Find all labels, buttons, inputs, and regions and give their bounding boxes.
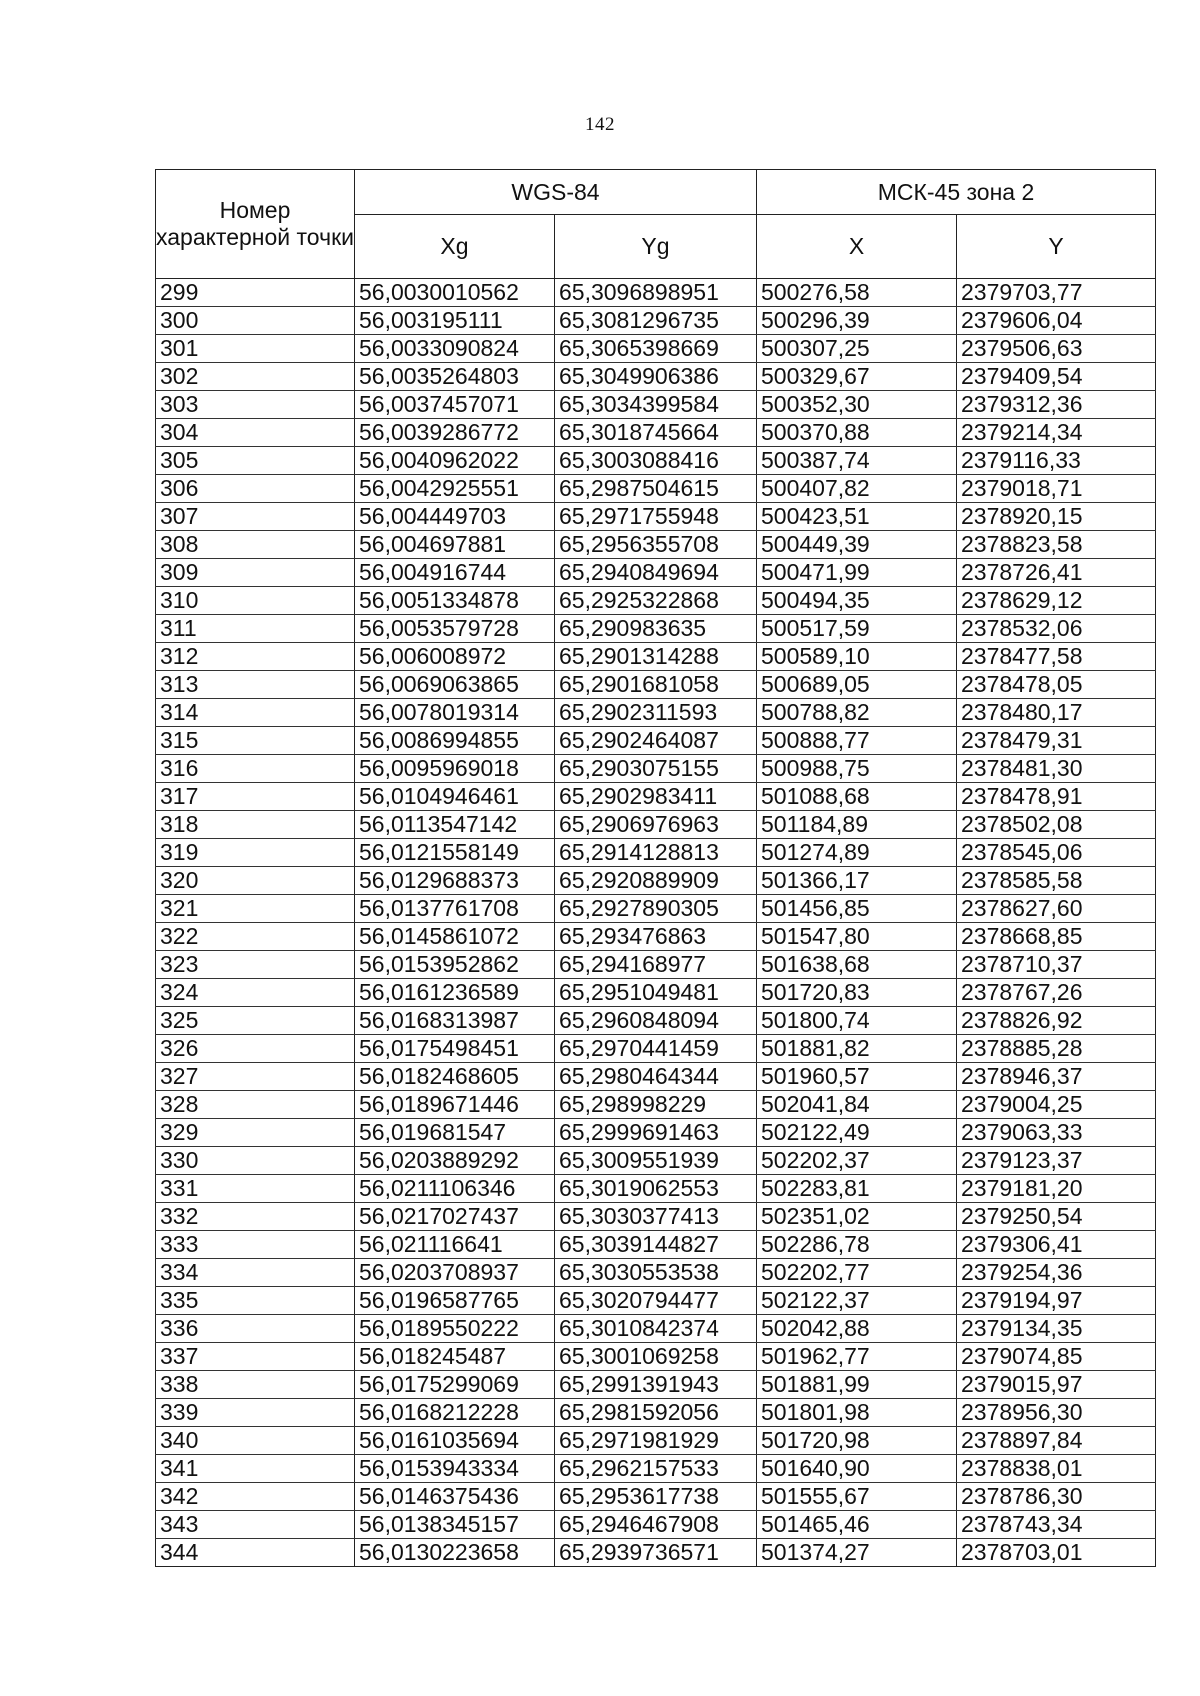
table-row bbox=[156, 671, 1156, 699]
table-row bbox=[156, 1287, 1156, 1315]
x-cell: 501962,77 bbox=[757, 1343, 957, 1371]
point-number-cell: 308 bbox=[156, 531, 355, 559]
point-number-cell: 315 bbox=[156, 727, 355, 755]
table-row bbox=[156, 951, 1156, 979]
y-cell: 2379306,41 bbox=[957, 1231, 1156, 1259]
table-row bbox=[156, 1427, 1156, 1455]
y-cell: 2378703,01 bbox=[957, 1539, 1156, 1567]
yg-cell: 65,2956355708 bbox=[555, 531, 757, 559]
xg-cell: 56,0137761708 bbox=[355, 895, 555, 923]
table-row bbox=[156, 307, 1156, 335]
yg-cell: 65,2951049481 bbox=[555, 979, 757, 1007]
point-number-cell: 305 bbox=[156, 447, 355, 475]
point-number-cell: 312 bbox=[156, 643, 355, 671]
y-column-header: Y bbox=[957, 215, 1156, 279]
y-cell: 2379506,63 bbox=[957, 335, 1156, 363]
table-row bbox=[156, 587, 1156, 615]
yg-cell: 65,3049906386 bbox=[555, 363, 757, 391]
table-row bbox=[156, 363, 1156, 391]
xg-cell: 56,018245487 bbox=[355, 1343, 555, 1371]
xg-cell: 56,0129688373 bbox=[355, 867, 555, 895]
table-row bbox=[156, 1091, 1156, 1119]
xg-cell: 56,0153952862 bbox=[355, 951, 555, 979]
x-cell: 502286,78 bbox=[757, 1231, 957, 1259]
y-cell: 2378478,91 bbox=[957, 783, 1156, 811]
yg-cell: 65,3030377413 bbox=[555, 1203, 757, 1231]
x-cell: 502122,49 bbox=[757, 1119, 957, 1147]
x-cell: 500449,39 bbox=[757, 531, 957, 559]
y-cell: 2379703,77 bbox=[957, 279, 1156, 307]
y-cell: 2378897,84 bbox=[957, 1427, 1156, 1455]
point-number-cell: 307 bbox=[156, 503, 355, 531]
table-row bbox=[156, 839, 1156, 867]
y-cell: 2378478,05 bbox=[957, 671, 1156, 699]
yg-cell: 65,2925322868 bbox=[555, 587, 757, 615]
page-number: 142 bbox=[585, 114, 615, 135]
x-cell: 500423,51 bbox=[757, 503, 957, 531]
table-row bbox=[156, 1371, 1156, 1399]
y-cell: 2378767,26 bbox=[957, 979, 1156, 1007]
point-number-cell: 333 bbox=[156, 1231, 355, 1259]
xg-cell: 56,0175299069 bbox=[355, 1371, 555, 1399]
x-cell: 502202,77 bbox=[757, 1259, 957, 1287]
x-cell: 501960,57 bbox=[757, 1063, 957, 1091]
point-number-cell: 314 bbox=[156, 699, 355, 727]
table-row bbox=[156, 279, 1156, 307]
xg-cell: 56,0161035694 bbox=[355, 1427, 555, 1455]
y-cell: 2378502,08 bbox=[957, 811, 1156, 839]
xg-cell: 56,0086994855 bbox=[355, 727, 555, 755]
point-number-cell: 300 bbox=[156, 307, 355, 335]
yg-cell: 65,3003088416 bbox=[555, 447, 757, 475]
yg-cell: 65,2962157533 bbox=[555, 1455, 757, 1483]
xg-cell: 56,0203708937 bbox=[355, 1259, 555, 1287]
y-cell: 2379116,33 bbox=[957, 447, 1156, 475]
yg-cell: 65,293476863 bbox=[555, 923, 757, 951]
xg-cell: 56,0104946461 bbox=[355, 783, 555, 811]
table-row bbox=[156, 503, 1156, 531]
x-cell: 500407,82 bbox=[757, 475, 957, 503]
point-number-cell: 335 bbox=[156, 1287, 355, 1315]
xg-cell: 56,0113547142 bbox=[355, 811, 555, 839]
table-row bbox=[156, 1343, 1156, 1371]
x-cell: 500276,58 bbox=[757, 279, 957, 307]
point-number-cell: 321 bbox=[156, 895, 355, 923]
xg-cell: 56,0035264803 bbox=[355, 363, 555, 391]
table-row bbox=[156, 1007, 1156, 1035]
xg-cell: 56,0095969018 bbox=[355, 755, 555, 783]
x-cell: 501720,98 bbox=[757, 1427, 957, 1455]
point-number-cell: 328 bbox=[156, 1091, 355, 1119]
point-number-cell: 309 bbox=[156, 559, 355, 587]
xg-cell: 56,0168313987 bbox=[355, 1007, 555, 1035]
point-number-cell: 343 bbox=[156, 1511, 355, 1539]
table-row bbox=[156, 1315, 1156, 1343]
xg-column-header: Xg bbox=[355, 215, 555, 279]
point-number-cell: 306 bbox=[156, 475, 355, 503]
y-cell: 2378786,30 bbox=[957, 1483, 1156, 1511]
yg-cell: 65,3081296735 bbox=[555, 307, 757, 335]
table-row bbox=[156, 923, 1156, 951]
yg-cell: 65,2914128813 bbox=[555, 839, 757, 867]
yg-cell: 65,3039144827 bbox=[555, 1231, 757, 1259]
point-number-cell: 344 bbox=[156, 1539, 355, 1567]
table-row bbox=[156, 755, 1156, 783]
point-number-cell: 313 bbox=[156, 671, 355, 699]
xg-cell: 56,006008972 bbox=[355, 643, 555, 671]
x-cell: 500471,99 bbox=[757, 559, 957, 587]
y-cell: 2378545,06 bbox=[957, 839, 1156, 867]
x-cell: 500988,75 bbox=[757, 755, 957, 783]
yg-cell: 65,2901681058 bbox=[555, 671, 757, 699]
point-number-cell: 325 bbox=[156, 1007, 355, 1035]
x-cell: 500494,35 bbox=[757, 587, 957, 615]
table-row bbox=[156, 475, 1156, 503]
point-number-cell: 326 bbox=[156, 1035, 355, 1063]
xg-cell: 56,0217027437 bbox=[355, 1203, 555, 1231]
y-cell: 2379250,54 bbox=[957, 1203, 1156, 1231]
table-row bbox=[156, 783, 1156, 811]
yg-cell: 65,3001069258 bbox=[555, 1343, 757, 1371]
y-cell: 2379134,35 bbox=[957, 1315, 1156, 1343]
point-number-cell: 301 bbox=[156, 335, 355, 363]
msk45-group-header: МСК-45 зона 2 bbox=[757, 170, 1156, 215]
xg-cell: 56,0211106346 bbox=[355, 1175, 555, 1203]
y-cell: 2378826,92 bbox=[957, 1007, 1156, 1035]
yg-cell: 65,2902983411 bbox=[555, 783, 757, 811]
yg-cell: 65,2971755948 bbox=[555, 503, 757, 531]
y-cell: 2378726,41 bbox=[957, 559, 1156, 587]
xg-cell: 56,003195111 bbox=[355, 307, 555, 335]
x-cell: 501881,99 bbox=[757, 1371, 957, 1399]
table-row bbox=[156, 727, 1156, 755]
yg-cell: 65,2901314288 bbox=[555, 643, 757, 671]
point-number-cell: 327 bbox=[156, 1063, 355, 1091]
y-cell: 2379123,37 bbox=[957, 1147, 1156, 1175]
point-number-cell: 337 bbox=[156, 1343, 355, 1371]
point-number-cell: 322 bbox=[156, 923, 355, 951]
x-cell: 500370,88 bbox=[757, 419, 957, 447]
x-cell: 500329,67 bbox=[757, 363, 957, 391]
xg-cell: 56,0053579728 bbox=[355, 615, 555, 643]
xg-cell: 56,0040962022 bbox=[355, 447, 555, 475]
xg-cell: 56,0168212228 bbox=[355, 1399, 555, 1427]
point-number-cell: 339 bbox=[156, 1399, 355, 1427]
point-number-cell: 340 bbox=[156, 1427, 355, 1455]
y-cell: 2379214,34 bbox=[957, 419, 1156, 447]
yg-cell: 65,298998229 bbox=[555, 1091, 757, 1119]
yg-column-header: Yg bbox=[555, 215, 757, 279]
table-row bbox=[156, 391, 1156, 419]
x-cell: 501465,46 bbox=[757, 1511, 957, 1539]
point-number-cell: 304 bbox=[156, 419, 355, 447]
table-row bbox=[156, 979, 1156, 1007]
y-cell: 2378629,12 bbox=[957, 587, 1156, 615]
table-row bbox=[156, 615, 1156, 643]
yg-cell: 65,3020794477 bbox=[555, 1287, 757, 1315]
yg-cell: 65,290983635 bbox=[555, 615, 757, 643]
point-number-cell: 330 bbox=[156, 1147, 355, 1175]
xg-cell: 56,004449703 bbox=[355, 503, 555, 531]
y-cell: 2379018,71 bbox=[957, 475, 1156, 503]
point-number-header: Номер характерной точки bbox=[156, 170, 355, 279]
x-cell: 500387,74 bbox=[757, 447, 957, 475]
xg-cell: 56,021116641 bbox=[355, 1231, 555, 1259]
x-column-header: X bbox=[757, 215, 957, 279]
yg-cell: 65,2999691463 bbox=[555, 1119, 757, 1147]
table-body bbox=[156, 279, 1156, 1567]
x-cell: 500589,10 bbox=[757, 643, 957, 671]
x-cell: 500888,77 bbox=[757, 727, 957, 755]
y-cell: 2378838,01 bbox=[957, 1455, 1156, 1483]
yg-cell: 65,2920889909 bbox=[555, 867, 757, 895]
xg-cell: 56,0033090824 bbox=[355, 335, 555, 363]
x-cell: 501184,89 bbox=[757, 811, 957, 839]
yg-cell: 65,2940849694 bbox=[555, 559, 757, 587]
x-cell: 502351,02 bbox=[757, 1203, 957, 1231]
point-number-cell: 338 bbox=[156, 1371, 355, 1399]
xg-cell: 56,0145861072 bbox=[355, 923, 555, 951]
table-row bbox=[156, 559, 1156, 587]
point-number-cell: 323 bbox=[156, 951, 355, 979]
y-cell: 2379312,36 bbox=[957, 391, 1156, 419]
y-cell: 2378920,15 bbox=[957, 503, 1156, 531]
yg-cell: 65,3034399584 bbox=[555, 391, 757, 419]
xg-cell: 56,004916744 bbox=[355, 559, 555, 587]
xg-cell: 56,0196587765 bbox=[355, 1287, 555, 1315]
yg-cell: 65,2927890305 bbox=[555, 895, 757, 923]
table-row bbox=[156, 1063, 1156, 1091]
point-number-cell: 331 bbox=[156, 1175, 355, 1203]
xg-cell: 56,0042925551 bbox=[355, 475, 555, 503]
y-cell: 2378823,58 bbox=[957, 531, 1156, 559]
point-number-cell: 319 bbox=[156, 839, 355, 867]
table-row bbox=[156, 1147, 1156, 1175]
x-cell: 501720,83 bbox=[757, 979, 957, 1007]
point-number-cell: 341 bbox=[156, 1455, 355, 1483]
x-cell: 501456,85 bbox=[757, 895, 957, 923]
x-cell: 501800,74 bbox=[757, 1007, 957, 1035]
y-cell: 2378627,60 bbox=[957, 895, 1156, 923]
y-cell: 2379181,20 bbox=[957, 1175, 1156, 1203]
coordinates-table bbox=[155, 169, 1156, 1567]
x-cell: 502283,81 bbox=[757, 1175, 957, 1203]
y-cell: 2378946,37 bbox=[957, 1063, 1156, 1091]
x-cell: 502202,37 bbox=[757, 1147, 957, 1175]
x-cell: 501640,90 bbox=[757, 1455, 957, 1483]
point-number-cell: 342 bbox=[156, 1483, 355, 1511]
xg-cell: 56,019681547 bbox=[355, 1119, 555, 1147]
point-number-cell: 332 bbox=[156, 1203, 355, 1231]
xg-cell: 56,0030010562 bbox=[355, 279, 555, 307]
x-cell: 502042,88 bbox=[757, 1315, 957, 1343]
table-row bbox=[156, 1483, 1156, 1511]
y-cell: 2379606,04 bbox=[957, 307, 1156, 335]
yg-cell: 65,3009551939 bbox=[555, 1147, 757, 1175]
yg-cell: 65,2960848094 bbox=[555, 1007, 757, 1035]
yg-cell: 65,2970441459 bbox=[555, 1035, 757, 1063]
y-cell: 2378481,30 bbox=[957, 755, 1156, 783]
x-cell: 501274,89 bbox=[757, 839, 957, 867]
table-row bbox=[156, 1399, 1156, 1427]
table-row bbox=[156, 419, 1156, 447]
xg-cell: 56,0161236589 bbox=[355, 979, 555, 1007]
point-number-cell: 316 bbox=[156, 755, 355, 783]
y-cell: 2378710,37 bbox=[957, 951, 1156, 979]
y-cell: 2378743,34 bbox=[957, 1511, 1156, 1539]
yg-cell: 65,2981592056 bbox=[555, 1399, 757, 1427]
xg-cell: 56,0130223658 bbox=[355, 1539, 555, 1567]
yg-cell: 65,3065398669 bbox=[555, 335, 757, 363]
y-cell: 2378956,30 bbox=[957, 1399, 1156, 1427]
yg-cell: 65,3096898951 bbox=[555, 279, 757, 307]
table-header bbox=[156, 170, 1156, 279]
y-cell: 2379194,97 bbox=[957, 1287, 1156, 1315]
yg-cell: 65,2902464087 bbox=[555, 727, 757, 755]
point-number-cell: 334 bbox=[156, 1259, 355, 1287]
yg-cell: 65,2980464344 bbox=[555, 1063, 757, 1091]
y-cell: 2378532,06 bbox=[957, 615, 1156, 643]
yg-cell: 65,2953617738 bbox=[555, 1483, 757, 1511]
table-row bbox=[156, 1231, 1156, 1259]
yg-cell: 65,3018745664 bbox=[555, 419, 757, 447]
table-row bbox=[156, 895, 1156, 923]
xg-cell: 56,0037457071 bbox=[355, 391, 555, 419]
y-cell: 2379409,54 bbox=[957, 363, 1156, 391]
xg-cell: 56,0146375436 bbox=[355, 1483, 555, 1511]
y-cell: 2378479,31 bbox=[957, 727, 1156, 755]
x-cell: 500307,25 bbox=[757, 335, 957, 363]
y-cell: 2378477,58 bbox=[957, 643, 1156, 671]
yg-cell: 65,2906976963 bbox=[555, 811, 757, 839]
table-row bbox=[156, 643, 1156, 671]
x-cell: 500296,39 bbox=[757, 307, 957, 335]
y-cell: 2379063,33 bbox=[957, 1119, 1156, 1147]
yg-cell: 65,2946467908 bbox=[555, 1511, 757, 1539]
xg-cell: 56,0138345157 bbox=[355, 1511, 555, 1539]
point-number-cell: 317 bbox=[156, 783, 355, 811]
xg-cell: 56,0182468605 bbox=[355, 1063, 555, 1091]
table-row bbox=[156, 1119, 1156, 1147]
table-row bbox=[156, 1539, 1156, 1567]
yg-cell: 65,3019062553 bbox=[555, 1175, 757, 1203]
table-row bbox=[156, 699, 1156, 727]
x-cell: 502041,84 bbox=[757, 1091, 957, 1119]
point-number-cell: 336 bbox=[156, 1315, 355, 1343]
y-cell: 2379074,85 bbox=[957, 1343, 1156, 1371]
point-number-cell: 318 bbox=[156, 811, 355, 839]
yg-cell: 65,2991391943 bbox=[555, 1371, 757, 1399]
table-row bbox=[156, 1203, 1156, 1231]
xg-cell: 56,0069063865 bbox=[355, 671, 555, 699]
point-number-cell: 324 bbox=[156, 979, 355, 1007]
y-cell: 2379004,25 bbox=[957, 1091, 1156, 1119]
point-number-cell: 329 bbox=[156, 1119, 355, 1147]
xg-cell: 56,0051334878 bbox=[355, 587, 555, 615]
xg-cell: 56,0039286772 bbox=[355, 419, 555, 447]
x-cell: 502122,37 bbox=[757, 1287, 957, 1315]
x-cell: 501366,17 bbox=[757, 867, 957, 895]
xg-cell: 56,0153943334 bbox=[355, 1455, 555, 1483]
x-cell: 501881,82 bbox=[757, 1035, 957, 1063]
table-row bbox=[156, 867, 1156, 895]
x-cell: 501801,98 bbox=[757, 1399, 957, 1427]
y-cell: 2378480,17 bbox=[957, 699, 1156, 727]
x-cell: 501088,68 bbox=[757, 783, 957, 811]
y-cell: 2378668,85 bbox=[957, 923, 1156, 951]
point-number-cell: 310 bbox=[156, 587, 355, 615]
table-row bbox=[156, 531, 1156, 559]
yg-cell: 65,2987504615 bbox=[555, 475, 757, 503]
y-cell: 2378585,58 bbox=[957, 867, 1156, 895]
xg-cell: 56,004697881 bbox=[355, 531, 555, 559]
xg-cell: 56,0189671446 bbox=[355, 1091, 555, 1119]
table-row bbox=[156, 1175, 1156, 1203]
table-row bbox=[156, 1455, 1156, 1483]
table-row bbox=[156, 1511, 1156, 1539]
table-row bbox=[156, 447, 1156, 475]
yg-cell: 65,2971981929 bbox=[555, 1427, 757, 1455]
x-cell: 501374,27 bbox=[757, 1539, 957, 1567]
x-cell: 500788,82 bbox=[757, 699, 957, 727]
point-number-cell: 311 bbox=[156, 615, 355, 643]
yg-cell: 65,3010842374 bbox=[555, 1315, 757, 1343]
wgs84-group-header: WGS-84 bbox=[355, 170, 757, 215]
xg-cell: 56,0175498451 bbox=[355, 1035, 555, 1063]
table-row bbox=[156, 1035, 1156, 1063]
yg-cell: 65,2939736571 bbox=[555, 1539, 757, 1567]
x-cell: 500689,05 bbox=[757, 671, 957, 699]
yg-cell: 65,294168977 bbox=[555, 951, 757, 979]
xg-cell: 56,0121558149 bbox=[355, 839, 555, 867]
point-number-cell: 320 bbox=[156, 867, 355, 895]
point-number-cell: 303 bbox=[156, 391, 355, 419]
x-cell: 501547,80 bbox=[757, 923, 957, 951]
point-number-cell: 299 bbox=[156, 279, 355, 307]
y-cell: 2378885,28 bbox=[957, 1035, 1156, 1063]
y-cell: 2379254,36 bbox=[957, 1259, 1156, 1287]
table-row bbox=[156, 1259, 1156, 1287]
xg-cell: 56,0203889292 bbox=[355, 1147, 555, 1175]
xg-cell: 56,0189550222 bbox=[355, 1315, 555, 1343]
yg-cell: 65,2902311593 bbox=[555, 699, 757, 727]
xg-cell: 56,0078019314 bbox=[355, 699, 555, 727]
x-cell: 500352,30 bbox=[757, 391, 957, 419]
x-cell: 501555,67 bbox=[757, 1483, 957, 1511]
table-row bbox=[156, 335, 1156, 363]
table-row bbox=[156, 811, 1156, 839]
point-number-cell: 302 bbox=[156, 363, 355, 391]
yg-cell: 65,3030553538 bbox=[555, 1259, 757, 1287]
y-cell: 2379015,97 bbox=[957, 1371, 1156, 1399]
x-cell: 500517,59 bbox=[757, 615, 957, 643]
yg-cell: 65,2903075155 bbox=[555, 755, 757, 783]
x-cell: 501638,68 bbox=[757, 951, 957, 979]
